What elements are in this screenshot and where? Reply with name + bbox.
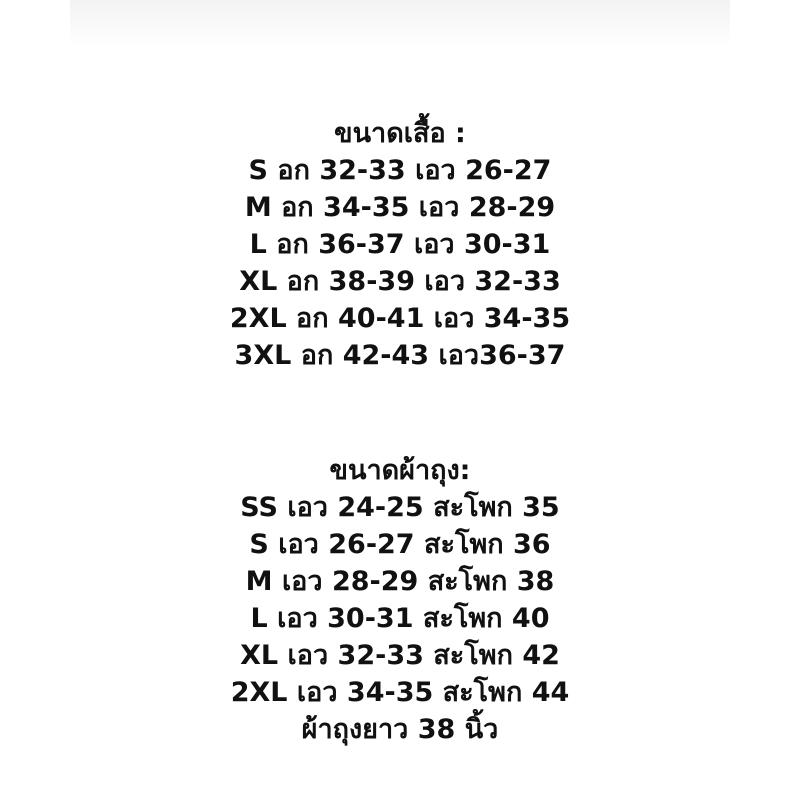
skirt-size-row-xl: XL เอว 32-33 สะโพก 42 bbox=[240, 640, 560, 671]
top-shadow bbox=[70, 0, 730, 48]
skirt-size-section bbox=[0, 452, 800, 748]
shirt-size-row-l: L อก 36-37 เอว 30-31 bbox=[249, 229, 551, 260]
skirt-size-row-s: S เอว 26-27 สะโพก 36 bbox=[249, 529, 551, 560]
skirt-size-row-ss: SS เอว 24-25 สะโพก 35 bbox=[240, 492, 560, 523]
shirt-size-section bbox=[0, 115, 800, 374]
shirt-size-row-xl: XL อก 38-39 เอว 32-33 bbox=[239, 266, 561, 297]
skirt-size-row-2xl: 2XL เอว 34-35 สะโพก 44 bbox=[230, 677, 570, 708]
shirt-size-row-m: M อก 34-35 เอว 28-29 bbox=[244, 192, 556, 223]
skirt-size-row-l: L เอว 30-31 สะโพก 40 bbox=[250, 603, 550, 634]
shirt-size-heading: ขนาดเสื้อ : bbox=[334, 118, 466, 149]
skirt-size-heading: ขนาดผ้าถุง: bbox=[329, 455, 471, 486]
shirt-size-row-2xl: 2XL อก 40-41 เอว 34-35 bbox=[229, 303, 571, 334]
shirt-size-row-s: S อก 32-33 เอว 26-27 bbox=[248, 155, 552, 186]
shirt-size-row-3xl: 3XL อก 42-43 เอว36-37 bbox=[234, 340, 566, 371]
skirt-length-note: ผ้าถุงยาว 38 นิ้ว bbox=[301, 714, 499, 745]
skirt-size-row-m: M เอว 28-29 สะโพก 38 bbox=[245, 566, 555, 597]
